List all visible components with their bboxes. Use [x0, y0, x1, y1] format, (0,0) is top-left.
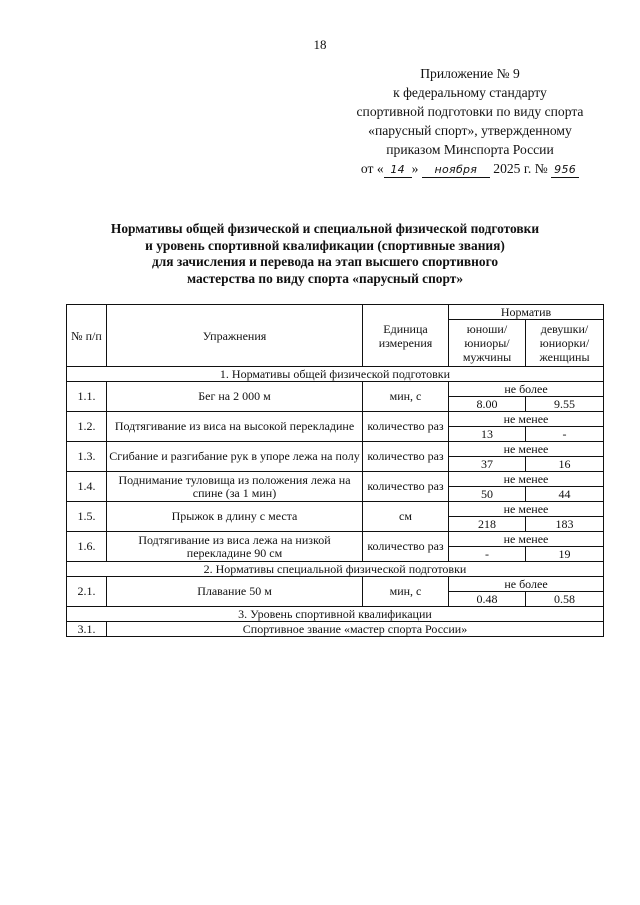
row-qualifier: не менее	[449, 442, 604, 457]
appendix-line: к федеральному стандарту	[393, 85, 547, 100]
appendix-line: приказом Минспорта России	[386, 142, 554, 157]
row-male-value: 50	[449, 487, 526, 502]
row-qualifier: не менее	[449, 502, 604, 517]
row-unit: мин, с	[363, 382, 449, 412]
row-male-value: 13	[449, 427, 526, 442]
row-qualifier: не менее	[449, 412, 604, 427]
row-exercise: Плавание 50 м	[107, 577, 363, 607]
qualification-text: Спортивное звание «мастер спорта России»	[107, 622, 604, 637]
title-line: для зачисления и перевода на этап высшего спортивного	[151, 254, 499, 269]
appendix-line: «парусный спорт», утвержденному	[368, 123, 572, 138]
date-prefix: от «	[360, 161, 384, 176]
table-row	[67, 622, 604, 637]
norms-table	[66, 304, 604, 637]
row-qualifier: не менее	[449, 472, 604, 487]
row-male-value: 8.00	[449, 397, 526, 412]
row-qualifier: не более	[449, 577, 604, 592]
row-qualifier: не менее	[449, 532, 604, 547]
row-unit: количество раз	[363, 472, 449, 502]
date-day: 14	[384, 163, 412, 178]
row-female-value: 183	[526, 517, 604, 532]
row-unit: см	[363, 502, 449, 532]
row-exercise: Прыжок в длину с места	[107, 502, 363, 532]
date-month: ноября	[422, 163, 490, 178]
header-norm: Норматив	[449, 305, 604, 320]
row-exercise: Бег на 2 000 м	[107, 382, 363, 412]
appendix-line: спортивной подготовки по виду спорта	[356, 104, 584, 119]
row-female-value: 16	[526, 457, 604, 472]
table-row	[67, 442, 604, 457]
row-num: 1.1.	[67, 382, 107, 412]
row-exercise: Подтягивание из виса на высокой перекладине	[107, 412, 363, 442]
table-row	[67, 472, 604, 487]
row-exercise: Сгибание и разгибание рук в упоре лежа на полу	[107, 442, 363, 472]
date-year: 2025 г. №	[493, 161, 548, 176]
page-number: 18	[313, 37, 327, 52]
title-line: Нормативы общей физической и специальной физической подготовки	[110, 221, 540, 236]
row-female-value: 44	[526, 487, 604, 502]
row-female-value: -	[526, 427, 604, 442]
row-num: 1.5.	[67, 502, 107, 532]
title-line: мастерства по виду спорта «парусный спорт»	[186, 270, 464, 286]
header-num: № п/п	[67, 305, 107, 367]
table-row	[67, 412, 604, 427]
row-num: 1.4.	[67, 472, 107, 502]
row-num: 1.3.	[67, 442, 107, 472]
order-number: 956	[551, 163, 579, 178]
row-unit: количество раз	[363, 412, 449, 442]
appendix-block	[340, 64, 600, 178]
table-row	[67, 577, 604, 592]
row-female-value: 0.58	[526, 592, 604, 607]
title-line: и уровень спортивной квалификации (спортивные звания)	[145, 237, 505, 253]
table-row	[67, 382, 604, 397]
header-exercise: Упражнения	[107, 305, 363, 367]
section-title: 2. Нормативы специальной физической подготовки	[67, 562, 604, 577]
row-male-value: 0.48	[449, 592, 526, 607]
section-title: 1. Нормативы общей физической подготовки	[67, 367, 604, 382]
header-unit: Единица измерения	[363, 305, 449, 367]
row-male-value: 37	[449, 457, 526, 472]
row-qualifier: не более	[449, 382, 604, 397]
row-num: 2.1.	[67, 577, 107, 607]
order-date-line	[340, 159, 600, 178]
date-mid: »	[411, 161, 419, 176]
document-title	[60, 221, 590, 287]
row-num: 1.6.	[67, 532, 107, 562]
row-female-value: 9.55	[526, 397, 604, 412]
row-unit: количество раз	[363, 442, 449, 472]
appendix-line: Приложение № 9	[420, 66, 520, 81]
row-exercise: Поднимание туловища из положения лежа на спине (за 1 мин)	[107, 472, 363, 502]
header-female: девушки/ юниорки/ женщины	[526, 320, 604, 367]
row-num: 1.2.	[67, 412, 107, 442]
header-male: юноши/ юниоры/ мужчины	[449, 320, 526, 367]
row-female-value: 19	[526, 547, 604, 562]
row-unit: количество раз	[363, 532, 449, 562]
table-row	[67, 532, 604, 547]
row-num: 3.1.	[67, 622, 107, 637]
section-title: 3. Уровень спортивной квалификации	[67, 607, 604, 622]
row-male-value: 218	[449, 517, 526, 532]
table-row	[67, 502, 604, 517]
row-exercise: Подтягивание из виса лежа на низкой перекладине 90 см	[107, 532, 363, 562]
row-unit: мин, с	[363, 577, 449, 607]
row-male-value: -	[449, 547, 526, 562]
